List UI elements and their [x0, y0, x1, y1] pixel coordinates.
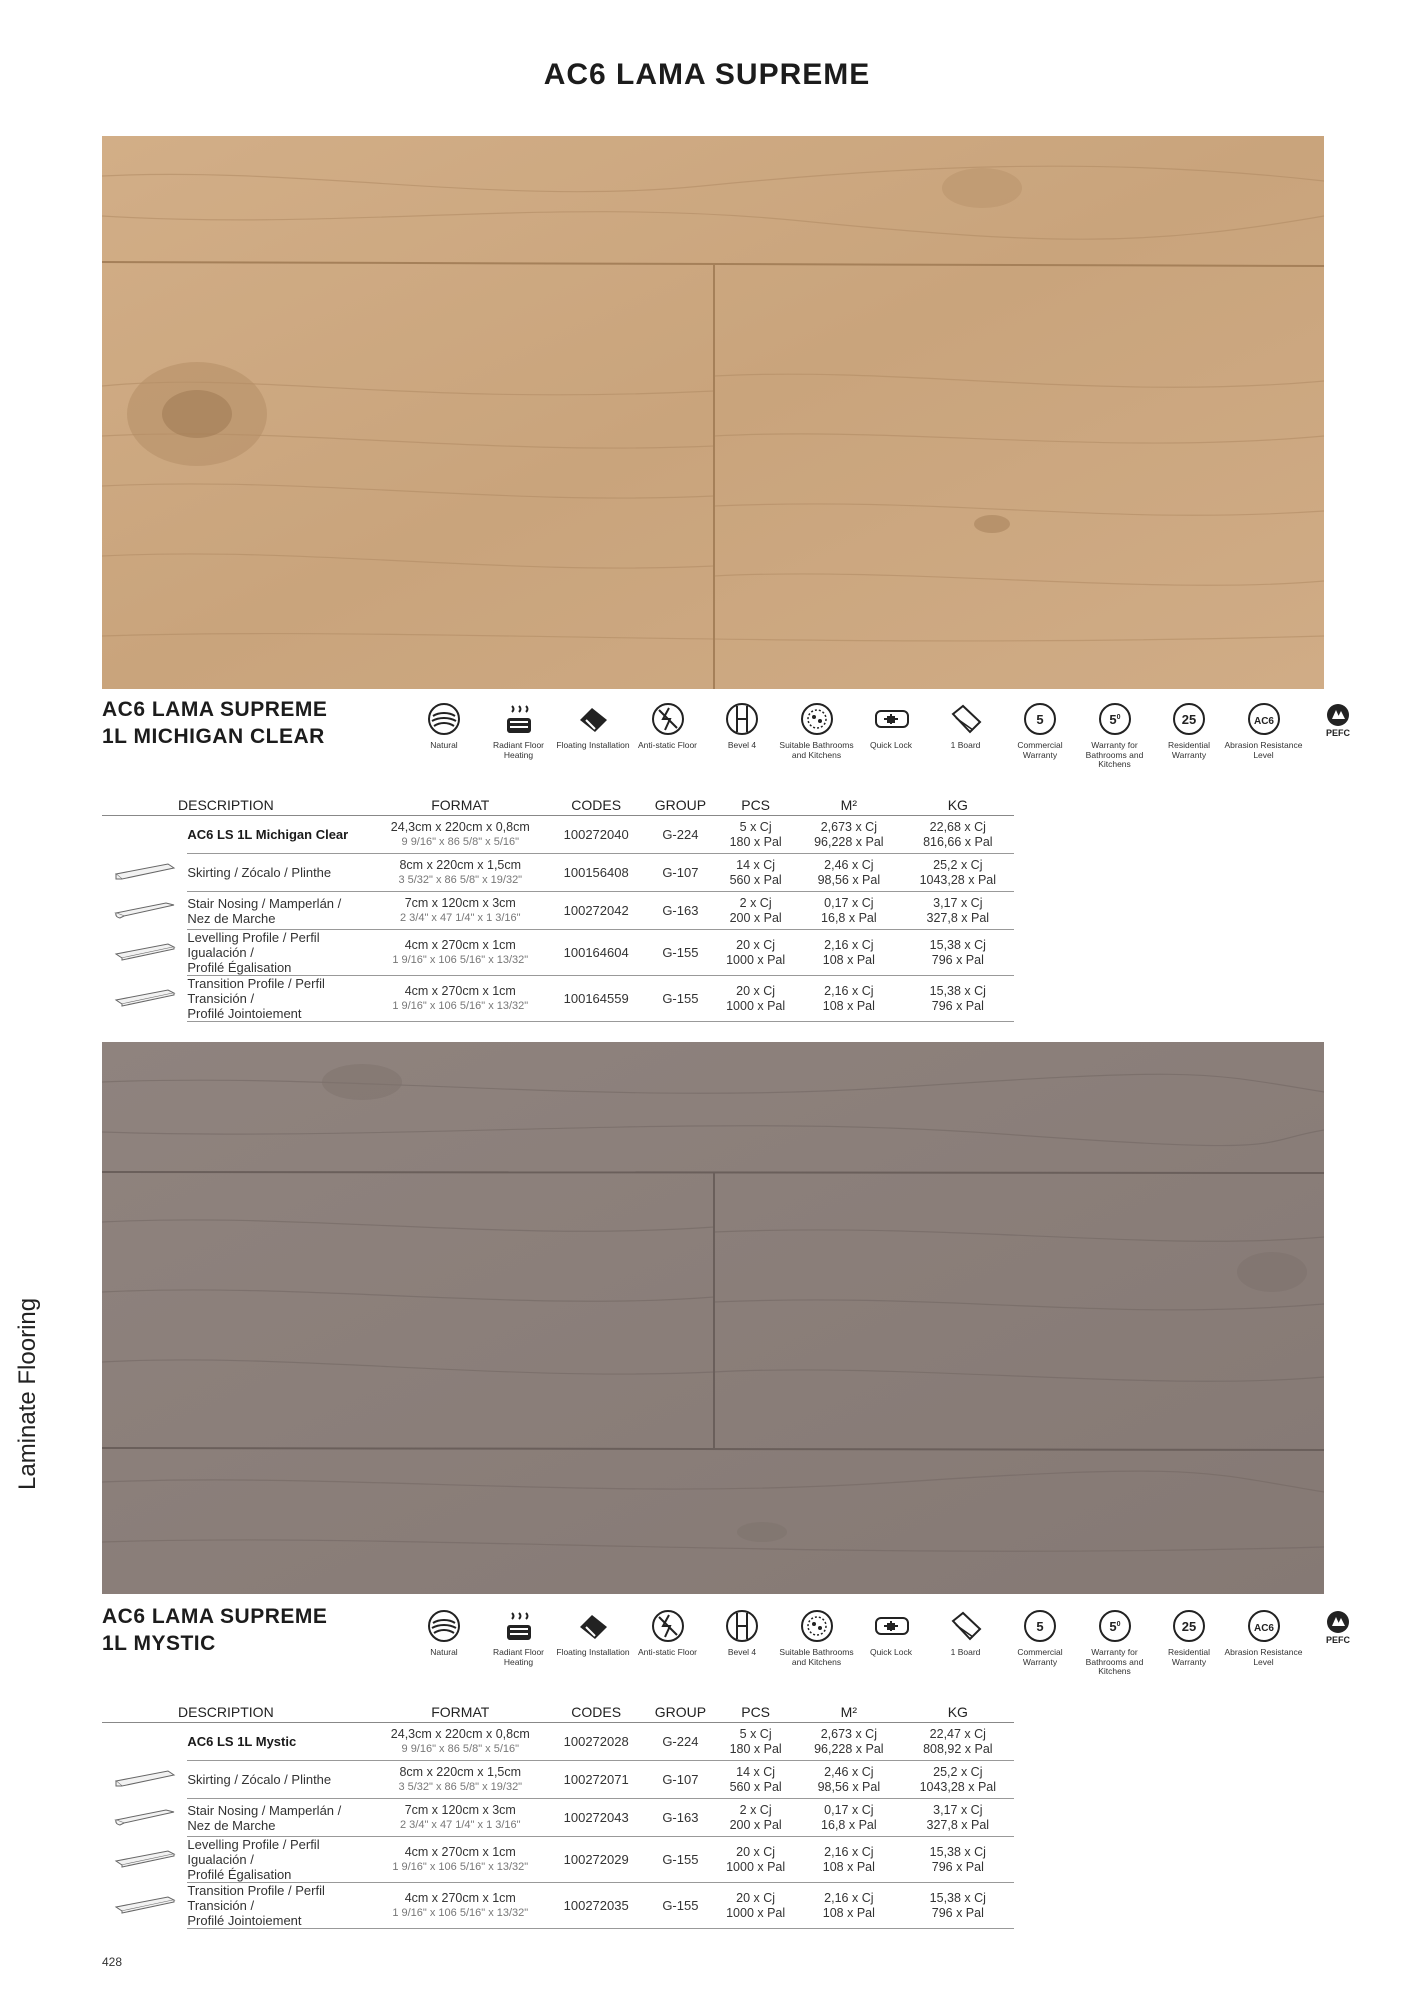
feature-bevel-4: [703, 1609, 781, 1658]
natural-icon: [405, 702, 483, 738]
anti-static-floor-icon: [629, 1609, 707, 1645]
group-cell: G-163: [646, 892, 716, 930]
m2-cell: 2,16 x Cj 108 x Pal: [796, 1883, 902, 1929]
code-cell: 100272029: [547, 1837, 646, 1883]
m2-cell: 0,17 x Cj 16,8 x Pal: [796, 892, 902, 930]
description-cell: Transition Profile / Perfil Transición / Profilé Jointoiement: [187, 976, 373, 1022]
svg-text:5: 5: [1036, 712, 1044, 727]
description-cell: AC6 LS 1L Mystic: [187, 1723, 373, 1761]
format-cell: 4cm x 270cm x 1cm 1 9/16" x 106 5/16" x 13/32": [374, 1837, 547, 1883]
kg-cell: 15,38 x Cj 796 x Pal: [902, 1837, 1014, 1883]
code-cell: 100272071: [547, 1761, 646, 1799]
feature-label: Abrasion Resistance Level: [1224, 1647, 1303, 1667]
product-name-michigan-clear: [102, 696, 327, 750]
code-cell: 100272040: [547, 816, 646, 854]
code-cell: 100272035: [547, 1883, 646, 1929]
feature-label: Natural: [430, 740, 458, 750]
group-cell: G-155: [646, 930, 716, 976]
feature-abrasion-resistance: [1225, 702, 1303, 760]
feature-label: Bevel 4: [727, 740, 757, 750]
m2-cell: 0,17 x Cj 16,8 x Pal: [796, 1799, 902, 1837]
profile-transition-icon: [102, 976, 187, 1022]
natural-icon: [405, 1609, 483, 1645]
feature-commercial-warranty: [1001, 1609, 1079, 1667]
feature-warranty-bathrooms-kitchens: [1076, 1609, 1154, 1677]
column-header: PCS: [715, 794, 796, 816]
description-cell: Levelling Profile / Perfil Igualación / Profilé Égalisation: [187, 930, 373, 976]
description-cell: Stair Nosing / Mamperlán / Nez de Marche: [187, 892, 373, 930]
wood-swatch-mystic: [102, 1042, 1324, 1594]
feature-one-board: [927, 702, 1005, 751]
m2-cell: 2,46 x Cj 98,56 x Pal: [796, 854, 902, 892]
feature-floating-installation: [554, 1609, 632, 1658]
feature-label: Quick Lock: [869, 740, 913, 750]
pcs-cell: 2 x Cj 200 x Pal: [715, 1799, 796, 1837]
feature-bevel-4: [703, 702, 781, 751]
pcs-cell: 14 x Cj 560 x Pal: [715, 854, 796, 892]
svg-text:AC6: AC6: [1253, 716, 1274, 727]
feature-label: Anti-static Floor: [637, 1647, 698, 1657]
commercial-warranty-icon: [1001, 702, 1079, 738]
feature-label: Anti-static Floor: [637, 740, 698, 750]
feature-pefc: [1299, 1609, 1377, 1648]
kg-cell: 3,17 x Cj 327,8 x Pal: [902, 892, 1014, 930]
commercial-warranty-icon: [1001, 1609, 1079, 1645]
pefc-icon: [1299, 702, 1377, 738]
kg-cell: 15,38 x Cj 796 x Pal: [902, 976, 1014, 1022]
table-row: [102, 1761, 1014, 1799]
format-cell: 8cm x 220cm x 1,5cm 3 5/32" x 86 5/8" x 19/32": [374, 854, 547, 892]
residential-warranty-icon: [1150, 1609, 1228, 1645]
feature-natural: [405, 702, 483, 751]
feature-anti-static-floor: [629, 702, 707, 751]
feature-suitable-bathrooms-kitchens: [778, 1609, 856, 1667]
feature-radiant-floor-heating: [480, 1609, 558, 1667]
column-header: KG: [902, 1701, 1014, 1723]
m2-cell: 2,16 x Cj 108 x Pal: [796, 930, 902, 976]
profile-stair-icon: [102, 1799, 187, 1837]
kg-cell: 15,38 x Cj 796 x Pal: [902, 930, 1014, 976]
feature-commercial-warranty: [1001, 702, 1079, 760]
quick-lock-icon: [852, 702, 930, 738]
column-header: M²: [796, 1701, 902, 1723]
feature-suitable-bathrooms-kitchens: [778, 702, 856, 760]
column-header: CODES: [547, 794, 646, 816]
svg-text:50: $5^0$: [1108, 1619, 1121, 1634]
table-row: [102, 892, 1014, 930]
feature-natural: [405, 1609, 483, 1658]
page-number: 428: [102, 1955, 123, 1969]
svg-text:AC6: AC6: [1253, 1623, 1274, 1634]
feature-abrasion-resistance: [1225, 1609, 1303, 1667]
table-row: [102, 1837, 1014, 1883]
feature-anti-static-floor: [629, 1609, 707, 1658]
table-row: [102, 1723, 1014, 1761]
feature-residential-warranty: [1150, 1609, 1228, 1667]
feature-label: Quick Lock: [869, 1647, 913, 1657]
feature-icons-mystic: [405, 1609, 1351, 1699]
product-name-line1: AC6 LAMA SUPREME: [102, 698, 328, 721]
kg-cell: 22,47 x Cj 808,92 x Pal: [902, 1723, 1014, 1761]
pcs-cell: 20 x Cj 1000 x Pal: [715, 1883, 796, 1929]
code-cell: 100164604: [547, 930, 646, 976]
pcs-cell: 2 x Cj 200 x Pal: [715, 892, 796, 930]
pcs-cell: 20 x Cj 1000 x Pal: [715, 1837, 796, 1883]
pcs-cell: 20 x Cj 1000 x Pal: [715, 930, 796, 976]
one-board-icon: [927, 1609, 1005, 1645]
feature-label: Residential Warranty: [1167, 740, 1211, 760]
feature-quick-lock: [852, 1609, 930, 1658]
column-header: M²: [796, 794, 902, 816]
description-cell: Skirting / Zócalo / Plinthe: [187, 854, 373, 892]
warranty-bathrooms-kitchens-icon: [1076, 702, 1154, 738]
table-row: [102, 854, 1014, 892]
pcs-cell: 14 x Cj 560 x Pal: [715, 1761, 796, 1799]
abrasion-resistance-icon: [1225, 702, 1303, 738]
svg-text:25: 25: [1181, 712, 1197, 727]
description-cell: AC6 LS 1L Michigan Clear: [187, 816, 373, 854]
product-name-line1: AC6 LAMA SUPREME: [102, 1605, 328, 1628]
format-cell: 4cm x 270cm x 1cm 1 9/16" x 106 5/16" x 13/32": [374, 1883, 547, 1929]
column-header: KG: [902, 794, 1014, 816]
column-header: CODES: [547, 1701, 646, 1723]
kg-cell: 22,68 x Cj 816,66 x Pal: [902, 816, 1014, 854]
format-cell: 7cm x 120cm x 3cm 2 3/4" x 47 1/4" x 1 3/16": [374, 1799, 547, 1837]
feature-label: Commercial Warranty: [1017, 740, 1063, 760]
suitable-bathrooms-kitchens-icon: [778, 1609, 856, 1645]
feature-floating-installation: [554, 702, 632, 751]
group-cell: G-107: [646, 854, 716, 892]
pefc-icon: [1299, 1609, 1377, 1645]
feature-label: 1 Board: [950, 1647, 981, 1657]
description-cell: Stair Nosing / Mamperlán / Nez de Marche: [187, 1799, 373, 1837]
column-header: FORMAT: [374, 1701, 547, 1723]
one-board-icon: [927, 702, 1005, 738]
feature-pefc: [1299, 702, 1377, 741]
profile-empty: [102, 1723, 187, 1761]
profile-skirting-icon: [102, 854, 187, 892]
feature-quick-lock: [852, 702, 930, 751]
description-cell: Levelling Profile / Perfil Igualación / Profilé Égalisation: [187, 1837, 373, 1883]
column-header: DESCRIPTION: [102, 1701, 374, 1723]
feature-label: Commercial Warranty: [1017, 1647, 1063, 1667]
group-cell: G-155: [646, 976, 716, 1022]
pcs-cell: 5 x Cj 180 x Pal: [715, 1723, 796, 1761]
page-title: AC6 LAMA SUPREME: [543, 58, 871, 91]
code-cell: 100272043: [547, 1799, 646, 1837]
radiant-floor-heating-icon: [480, 702, 558, 738]
code-cell: 100156408: [547, 854, 646, 892]
pcs-cell: 20 x Cj 1000 x Pal: [715, 976, 796, 1022]
spec-table-mystic: [102, 1701, 1014, 1929]
column-header: DESCRIPTION: [102, 794, 374, 816]
group-cell: G-224: [646, 1723, 716, 1761]
feature-label: Bevel 4: [727, 1647, 757, 1657]
profile-levelling-icon: [102, 930, 187, 976]
feature-label: 1 Board: [950, 740, 981, 750]
kg-cell: 3,17 x Cj 327,8 x Pal: [902, 1799, 1014, 1837]
profile-levelling-icon: [102, 1837, 187, 1883]
format-cell: 7cm x 120cm x 3cm 2 3/4" x 47 1/4" x 1 3/16": [374, 892, 547, 930]
table-row: [102, 816, 1014, 854]
format-cell: 24,3cm x 220cm x 0,8cm 9 9/16" x 86 5/8" x 5/16": [374, 816, 547, 854]
wood-swatch-michigan-clear: [102, 136, 1324, 689]
bevel-4-icon: [703, 702, 781, 738]
product-name-line2: 1L MICHIGAN CLEAR: [102, 725, 325, 748]
floating-installation-icon: [554, 702, 632, 738]
profile-skirting-icon: [102, 1761, 187, 1799]
feature-icons-michigan-clear: [405, 702, 1351, 792]
kg-cell: 15,38 x Cj 796 x Pal: [902, 1883, 1014, 1929]
warranty-bathrooms-kitchens-icon: [1076, 1609, 1154, 1645]
radiant-floor-heating-icon: [480, 1609, 558, 1645]
profile-stair-icon: [102, 892, 187, 930]
product-name-mystic: [102, 1603, 327, 1657]
kg-cell: 25,2 x Cj 1043,28 x Pal: [902, 854, 1014, 892]
format-cell: 4cm x 270cm x 1cm 1 9/16" x 106 5/16" x 13/32": [374, 976, 547, 1022]
group-cell: G-155: [646, 1883, 716, 1929]
svg-text:PEFC: PEFC: [1325, 1635, 1351, 1645]
code-cell: 100272042: [547, 892, 646, 930]
spec-table-michigan-clear: [102, 794, 1014, 1022]
feature-label: Suitable Bathrooms and Kitchens: [779, 740, 854, 760]
feature-label: Radiant Floor Heating: [492, 740, 545, 760]
group-cell: G-107: [646, 1761, 716, 1799]
m2-cell: 2,16 x Cj 108 x Pal: [796, 976, 902, 1022]
table-row: [102, 930, 1014, 976]
product-name-line2: 1L MYSTIC: [102, 1632, 216, 1655]
bevel-4-icon: [703, 1609, 781, 1645]
m2-cell: 2,46 x Cj 98,56 x Pal: [796, 1761, 902, 1799]
column-header: PCS: [715, 1701, 796, 1723]
group-cell: G-155: [646, 1837, 716, 1883]
svg-text:PEFC: PEFC: [1325, 728, 1351, 738]
feature-residential-warranty: [1150, 702, 1228, 760]
format-cell: 24,3cm x 220cm x 0,8cm 9 9/16" x 86 5/8" x 5/16": [374, 1723, 547, 1761]
quick-lock-icon: [852, 1609, 930, 1645]
suitable-bathrooms-kitchens-icon: [778, 702, 856, 738]
feature-label: Suitable Bathrooms and Kitchens: [779, 1647, 854, 1667]
m2-cell: 2,673 x Cj 96,228 x Pal: [796, 816, 902, 854]
svg-text:50: $5^0$: [1108, 712, 1121, 727]
abrasion-resistance-icon: [1225, 1609, 1303, 1645]
pcs-cell: 5 x Cj 180 x Pal: [715, 816, 796, 854]
description-cell: Skirting / Zócalo / Plinthe: [187, 1761, 373, 1799]
column-header: GROUP: [646, 794, 716, 816]
feature-warranty-bathrooms-kitchens: [1076, 702, 1154, 770]
profile-empty: [102, 816, 187, 854]
floating-installation-icon: [554, 1609, 632, 1645]
svg-text:5: 5: [1036, 1619, 1044, 1634]
group-cell: G-224: [646, 816, 716, 854]
m2-cell: 2,673 x Cj 96,228 x Pal: [796, 1723, 902, 1761]
feature-label: Residential Warranty: [1167, 1647, 1211, 1667]
table-row: [102, 1799, 1014, 1837]
residential-warranty-icon: [1150, 702, 1228, 738]
feature-label: Warranty for Bathrooms and Kitchens: [1085, 740, 1144, 769]
column-header: FORMAT: [374, 794, 547, 816]
code-cell: 100164559: [547, 976, 646, 1022]
svg-text:25: 25: [1181, 1619, 1197, 1634]
feature-radiant-floor-heating: [480, 702, 558, 760]
feature-one-board: [927, 1609, 1005, 1658]
format-cell: 8cm x 220cm x 1,5cm 3 5/32" x 86 5/8" x 19/32": [374, 1761, 547, 1799]
profile-transition-icon: [102, 1883, 187, 1929]
column-header: GROUP: [646, 1701, 716, 1723]
table-row: [102, 976, 1014, 1022]
kg-cell: 25,2 x Cj 1043,28 x Pal: [902, 1761, 1014, 1799]
side-label: Laminate Flooring: [14, 1297, 41, 1490]
description-cell: Transition Profile / Perfil Transición / Profilé Jointoiement: [187, 1883, 373, 1929]
feature-label: Warranty for Bathrooms and Kitchens: [1085, 1647, 1144, 1676]
feature-label: Floating Installation: [556, 1647, 630, 1657]
feature-label: Floating Installation: [556, 740, 630, 750]
feature-label: Natural: [430, 1647, 458, 1657]
m2-cell: 2,16 x Cj 108 x Pal: [796, 1837, 902, 1883]
code-cell: 100272028: [547, 1723, 646, 1761]
group-cell: G-163: [646, 1799, 716, 1837]
feature-label: Radiant Floor Heating: [492, 1647, 545, 1667]
anti-static-floor-icon: [629, 702, 707, 738]
table-row: [102, 1883, 1014, 1929]
feature-label: Abrasion Resistance Level: [1224, 740, 1303, 760]
format-cell: 4cm x 270cm x 1cm 1 9/16" x 106 5/16" x 13/32": [374, 930, 547, 976]
